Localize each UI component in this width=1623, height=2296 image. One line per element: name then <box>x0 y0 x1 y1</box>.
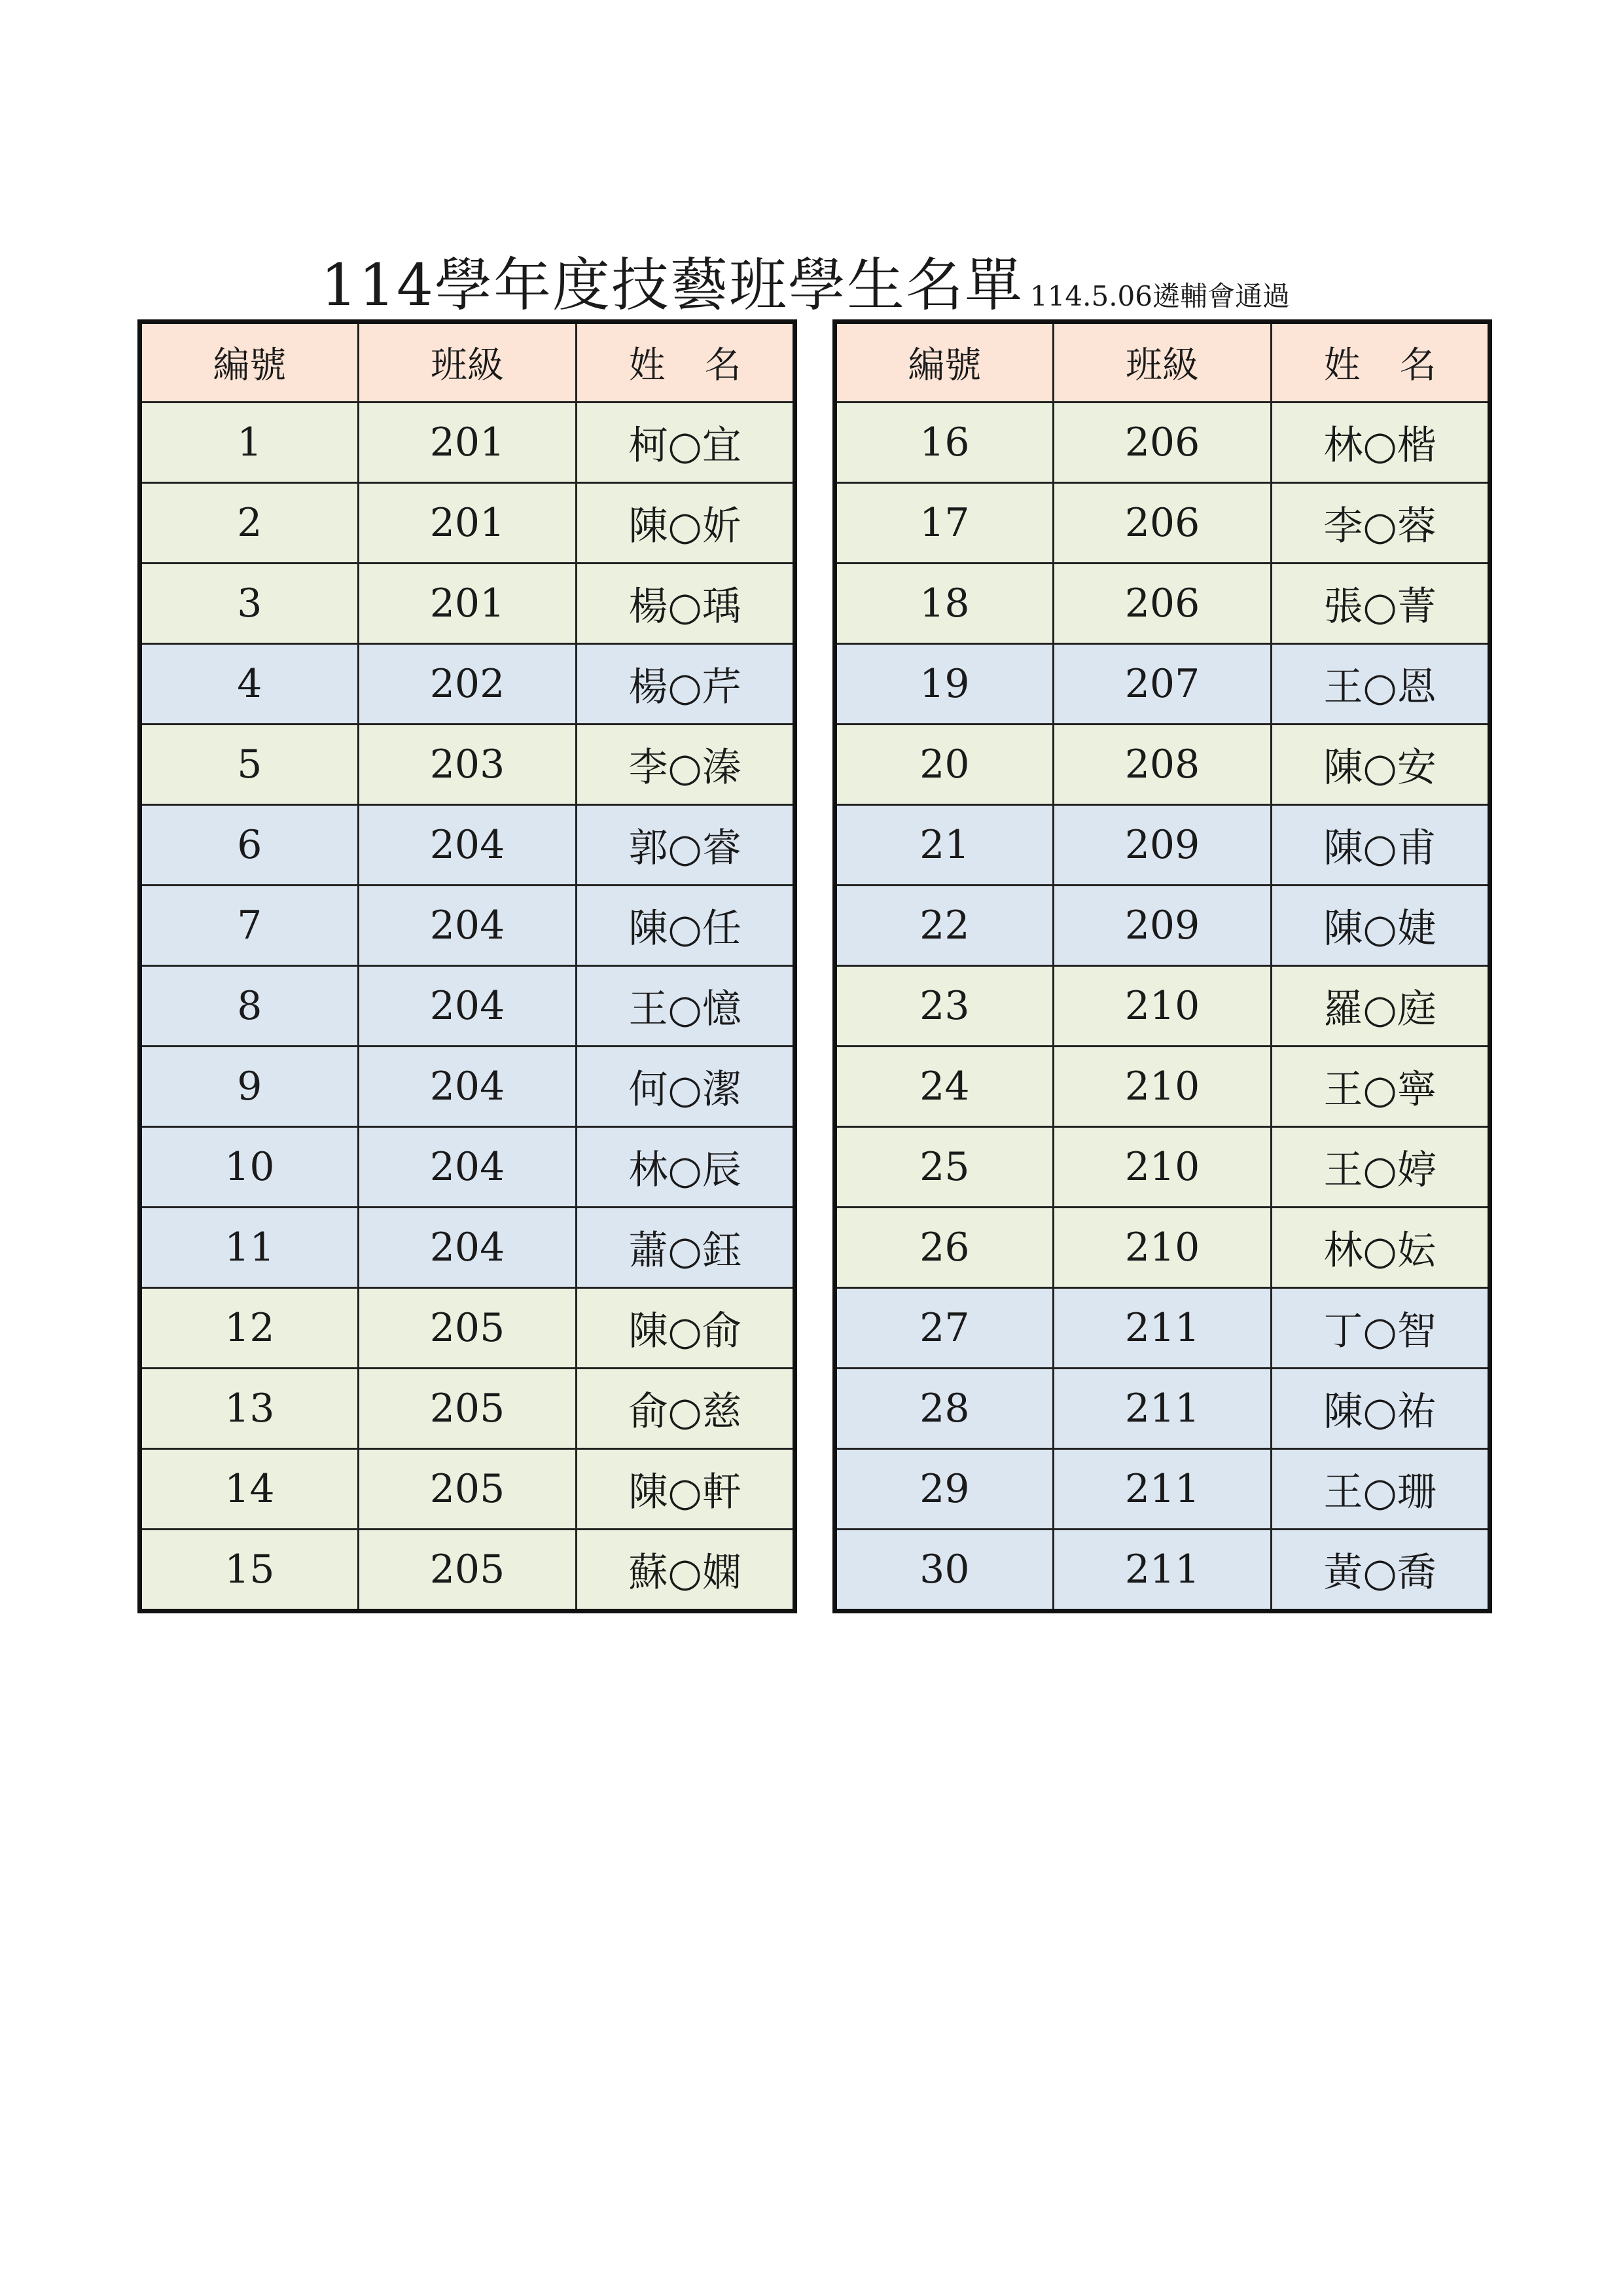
student-name: 蕭○鈺 <box>577 1208 795 1288</box>
table-row <box>140 805 795 886</box>
student-class: 201 <box>358 483 577 564</box>
table-row <box>140 1208 795 1288</box>
student-class: 204 <box>358 1047 577 1127</box>
student-name: 俞○慈 <box>577 1369 795 1449</box>
student-no: 14 <box>140 1449 359 1530</box>
student-name: 陳○軒 <box>577 1449 795 1530</box>
student-class: 210 <box>1053 1208 1272 1288</box>
student-no: 22 <box>835 886 1054 966</box>
table-row <box>835 644 1490 725</box>
roster-body-left <box>140 403 795 1611</box>
student-class: 209 <box>1053 886 1272 966</box>
header-no: 編號 <box>835 322 1054 403</box>
student-name: 楊○瑀 <box>577 564 795 644</box>
student-no: 15 <box>140 1530 359 1611</box>
roster-table-right <box>832 319 1492 1613</box>
student-no: 29 <box>835 1449 1054 1530</box>
student-class: 208 <box>1053 725 1272 805</box>
student-no: 18 <box>835 564 1054 644</box>
table-row <box>835 1208 1490 1288</box>
table-row <box>835 805 1490 886</box>
table-row <box>835 1288 1490 1369</box>
table-row <box>140 1530 795 1611</box>
student-no: 17 <box>835 483 1054 564</box>
student-name: 陳○婕 <box>1272 886 1490 966</box>
student-name: 丁○智 <box>1272 1288 1490 1369</box>
table-row <box>835 1369 1490 1449</box>
table-row <box>140 564 795 644</box>
student-class: 209 <box>1053 805 1272 886</box>
student-name: 李○溱 <box>577 725 795 805</box>
student-name: 張○菁 <box>1272 564 1490 644</box>
student-name: 林○楷 <box>1272 403 1490 483</box>
roster-body-right <box>835 403 1490 1611</box>
table-row <box>140 1369 795 1449</box>
student-class: 206 <box>1053 564 1272 644</box>
student-no: 7 <box>140 886 359 966</box>
student-class: 204 <box>358 1208 577 1288</box>
header-row <box>835 322 1490 403</box>
student-no: 28 <box>835 1369 1054 1449</box>
table-row <box>835 564 1490 644</box>
student-no: 24 <box>835 1047 1054 1127</box>
header-row <box>140 322 795 403</box>
header-class: 班級 <box>1053 322 1272 403</box>
student-name: 郭○睿 <box>577 805 795 886</box>
student-class: 204 <box>358 805 577 886</box>
student-name: 王○恩 <box>1272 644 1490 725</box>
student-class: 210 <box>1053 1047 1272 1127</box>
student-name: 林○辰 <box>577 1127 795 1208</box>
table-row <box>140 1449 795 1530</box>
table-row <box>140 1047 795 1127</box>
student-no: 2 <box>140 483 359 564</box>
student-name: 楊○芹 <box>577 644 795 725</box>
student-class: 206 <box>1053 403 1272 483</box>
student-no: 27 <box>835 1288 1054 1369</box>
student-name: 陳○妡 <box>577 483 795 564</box>
table-row <box>140 1288 795 1369</box>
student-name: 王○寧 <box>1272 1047 1490 1127</box>
header-name: 姓名 <box>577 322 795 403</box>
student-name: 李○蓉 <box>1272 483 1490 564</box>
student-class: 205 <box>358 1369 577 1449</box>
student-name: 陳○任 <box>577 886 795 966</box>
student-no: 25 <box>835 1127 1054 1208</box>
student-no: 4 <box>140 644 359 725</box>
table-row <box>835 403 1490 483</box>
student-class: 201 <box>358 564 577 644</box>
student-no: 20 <box>835 725 1054 805</box>
student-name: 蘇○嫻 <box>577 1530 795 1611</box>
student-class: 205 <box>358 1288 577 1369</box>
student-class: 203 <box>358 725 577 805</box>
table-row <box>140 966 795 1047</box>
student-name: 陳○俞 <box>577 1288 795 1369</box>
title-row <box>321 242 1291 319</box>
table-row <box>835 966 1490 1047</box>
student-class: 211 <box>1053 1288 1272 1369</box>
student-no: 21 <box>835 805 1054 886</box>
table-row <box>140 725 795 805</box>
student-no: 11 <box>140 1208 359 1288</box>
student-name: 黃○喬 <box>1272 1530 1490 1611</box>
student-no: 6 <box>140 805 359 886</box>
student-class: 210 <box>1053 1127 1272 1208</box>
student-name: 羅○庭 <box>1272 966 1490 1047</box>
student-class: 204 <box>358 1127 577 1208</box>
table-row <box>835 1530 1490 1611</box>
header-no: 編號 <box>140 322 359 403</box>
header-class: 班級 <box>358 322 577 403</box>
student-class: 204 <box>358 886 577 966</box>
table-row <box>140 483 795 564</box>
student-no: 13 <box>140 1369 359 1449</box>
student-name: 陳○安 <box>1272 725 1490 805</box>
student-class: 204 <box>358 966 577 1047</box>
student-class: 205 <box>358 1530 577 1611</box>
table-row <box>835 886 1490 966</box>
student-class: 211 <box>1053 1449 1272 1530</box>
student-name: 陳○甫 <box>1272 805 1490 886</box>
roster-table-left <box>137 319 797 1613</box>
student-no: 19 <box>835 644 1054 725</box>
student-class: 205 <box>358 1449 577 1530</box>
student-no: 12 <box>140 1288 359 1369</box>
header-name: 姓名 <box>1272 322 1490 403</box>
student-class: 211 <box>1053 1369 1272 1449</box>
table-row <box>140 403 795 483</box>
approval-note: 114.5.06遴輔會通過 <box>1029 280 1291 312</box>
student-class: 211 <box>1053 1530 1272 1611</box>
table-row <box>140 886 795 966</box>
student-name: 王○婷 <box>1272 1127 1490 1208</box>
student-no: 8 <box>140 966 359 1047</box>
student-name: 何○潔 <box>577 1047 795 1127</box>
table-row <box>835 1127 1490 1208</box>
student-name: 柯○宜 <box>577 403 795 483</box>
student-name: 陳○祐 <box>1272 1369 1490 1449</box>
table-row <box>835 1449 1490 1530</box>
student-no: 30 <box>835 1530 1054 1611</box>
student-no: 16 <box>835 403 1054 483</box>
student-no: 5 <box>140 725 359 805</box>
student-name: 王○憶 <box>577 966 795 1047</box>
student-no: 1 <box>140 403 359 483</box>
student-no: 3 <box>140 564 359 644</box>
student-name: 林○妘 <box>1272 1208 1490 1288</box>
student-no: 23 <box>835 966 1054 1047</box>
student-no: 10 <box>140 1127 359 1208</box>
student-class: 202 <box>358 644 577 725</box>
table-row <box>835 1047 1490 1127</box>
page-title: 114學年度技藝班學生名單 <box>321 251 1024 319</box>
table-row <box>140 1127 795 1208</box>
student-class: 201 <box>358 403 577 483</box>
student-no: 9 <box>140 1047 359 1127</box>
student-class: 207 <box>1053 644 1272 725</box>
student-class: 206 <box>1053 483 1272 564</box>
table-row <box>140 644 795 725</box>
table-row <box>835 483 1490 564</box>
student-name: 王○珊 <box>1272 1449 1490 1530</box>
table-row <box>835 725 1490 805</box>
student-class: 210 <box>1053 966 1272 1047</box>
student-no: 26 <box>835 1208 1054 1288</box>
